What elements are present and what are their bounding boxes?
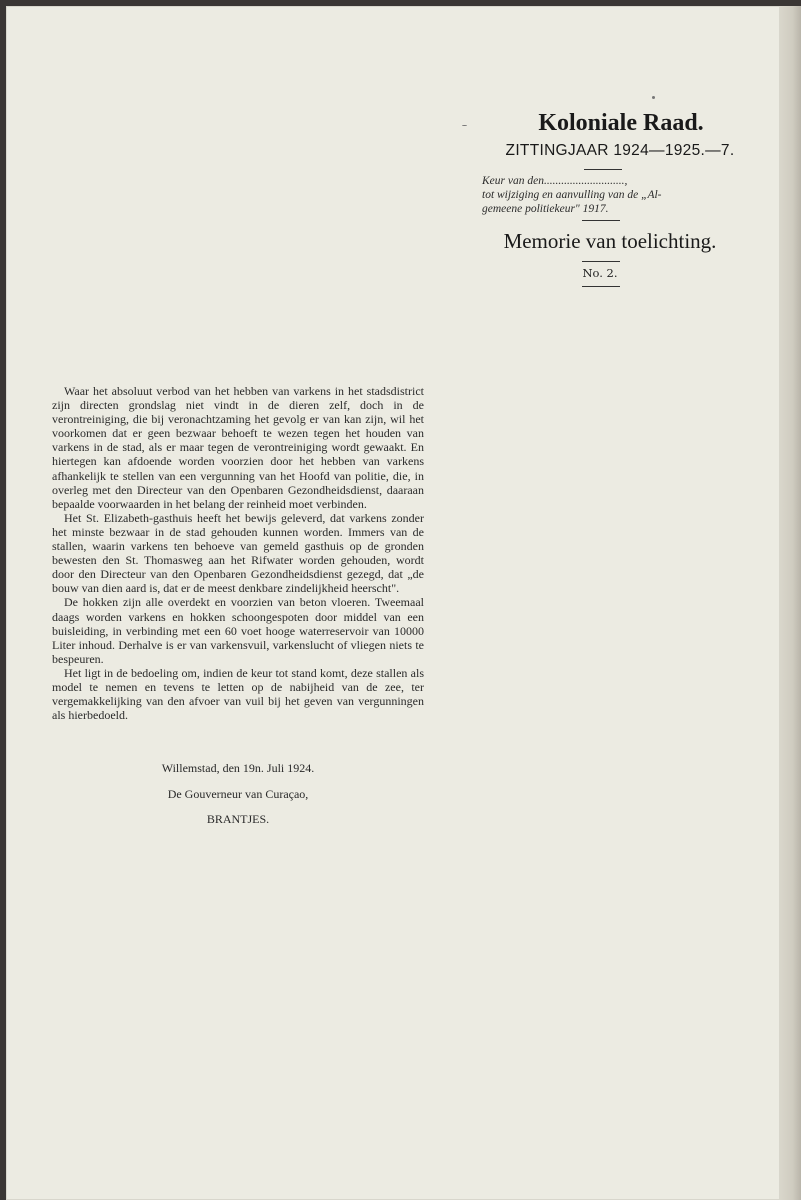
divider (582, 220, 620, 221)
subject-line: Keur van den............................, (482, 175, 628, 187)
page-edge (780, 6, 801, 1200)
body-text (52, 384, 424, 722)
divider (582, 286, 620, 287)
paragraph: De hokken zijn alle overdekt en voorzien van beton vloeren. Tweemaal daags worden varkens en hokken schoongespoten door middel van een buisleiding, in verbinding met een 60 voet hooge waterreservoir van 10000 Liter inhoud. Derhalve is er van varkensvuil, varkenslucht of vliegen niets te bespeuren. (52, 595, 424, 666)
governor-line: De Gouverneur van Curaçao, (167, 787, 309, 801)
place-date: Willemstad, den 19n. Juli 1924. (161, 761, 315, 775)
subject-line: gemeene politiekeur" 1917. (482, 203, 609, 215)
signature: BRANTJES. (206, 812, 270, 826)
document-number: No. 2. (582, 266, 618, 280)
ink-speck (652, 96, 655, 99)
divider (582, 261, 620, 262)
subject-line: tot wijziging en aanvulling van de „Al- (482, 189, 662, 201)
header (456, 110, 756, 170)
divider (584, 169, 622, 170)
paragraph: Het St. Elizabeth-gasthuis heeft het bewijs geleverd, dat varkens zonder het minste bezwaar in de stad gehouden kunnen worden. Immers van de stallen, waarin varkens ten behoeve van gemeld gasthuis op de gronden bewesten den St. Thomasweg aan het Rifwater worden gehouden, wordt door den Directeur van den Openbaren Gezondheidsdienst gezegd, dat „de bouw van dien aard is, dat er de meest denkbare zindelijkheid heerscht". (52, 510, 424, 596)
paragraph: Waar het absoluut verbod van het hebben van varkens in het stadsdistrict zijn directen grondslag niet vindt in de dieren zelf, doch in de verontreiniging, die bij veronachtzaming het gevolg er van kan zijn, wil het voorkomen dat er geen bezwaar behoeft te wezen tegen het houden van varkens in de stad, als er maar tegen de verontreiniging wordt gewaakt. En hiertegen kan afdoende worden voorzien door het hebben van varkens afhankelijk te stellen van een vergunning van het Hoofd van politie, die, in overleg met den Directeur van den Openbaren Gezondheidsdienst, daaraan bepaalde voorwaarden in het belang der reinheid moet verbinden. (52, 384, 424, 511)
session-line: ZITTINGJAAR 1924—1925.—7. (505, 142, 735, 159)
subject-block (482, 174, 734, 216)
memorie-heading: Memorie van toelichting. (503, 229, 717, 253)
paragraph: Het ligt in de bedoeling om, indien de keur tot stand komt, deze stallen als model te nemen en tevens te letten op de nabijheid van de zee, ter vergemakkelijking van den afvoer van vuil bij het geven van vergunningen als hierbedoeld. (52, 665, 424, 723)
page-title: Koloniale Raad. (538, 110, 704, 136)
